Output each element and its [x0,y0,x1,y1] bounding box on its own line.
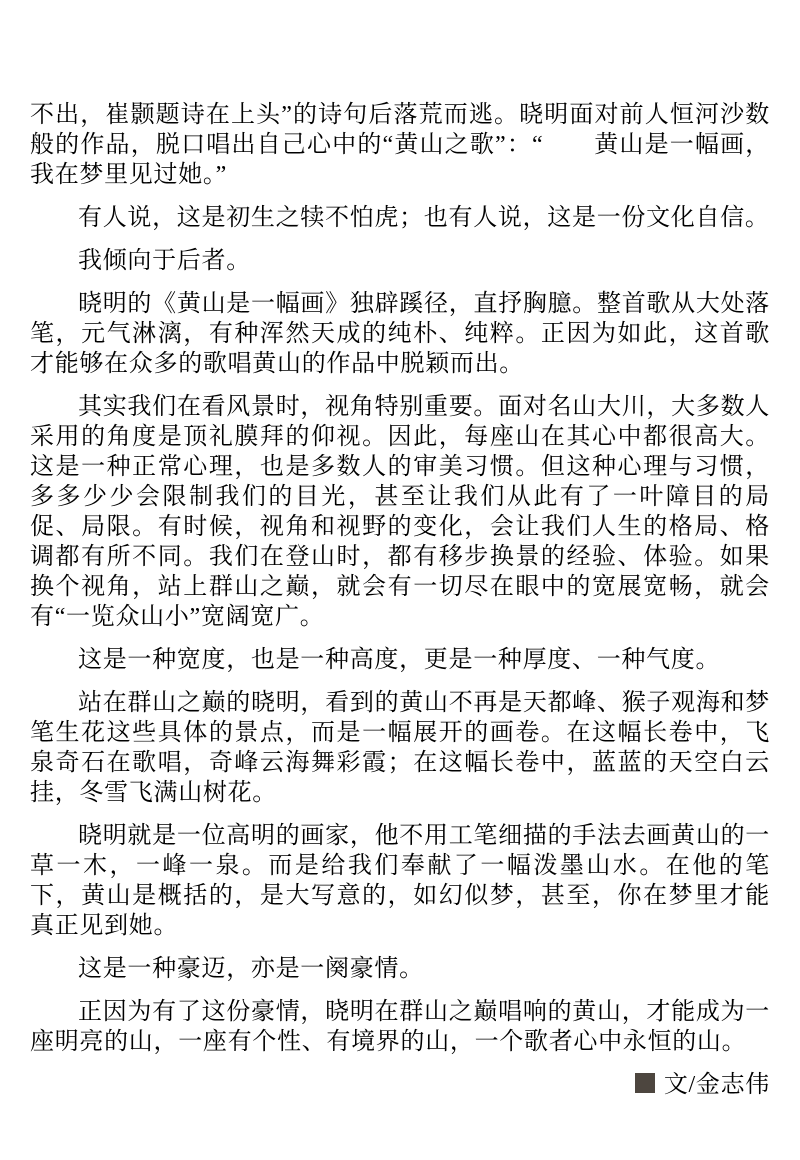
byline-author: 文/金志伟 [663,1072,770,1098]
paragraph: 晓明的《黄山是一幅画》独辟蹊径，直抒胸臆。整首歌从大处落笔，元气淋漓，有种浑然天成的纯朴、纯粹。正因为如此，这首歌才能够在众多的歌唱黄山的作品中脱颖而出。 [30,291,770,377]
paragraph: 这是一种豪迈，亦是一阕豪情。 [78,956,424,982]
paragraph: 晓明就是一位高明的画家，他不用工笔细描的手法去画黄山的一草一木，一峰一泉。而是给我们奉献了一幅泼墨山水。在他的笔下，黄山是概括的，是大写意的，如幻似梦，甚至，你在梦里才能真正见到她。 [30,823,770,939]
paragraph: 这是一种宽度，也是一种高度，更是一种厚度、一种气度。 [78,647,721,673]
square-bullet-icon [635,1073,655,1093]
paragraph: 其实我们在看风景时，视角特别重要。面对名山大川，大多数人采用的角度是顶礼膜拜的仰视。因此，每座山在其心中都很高大。这是一种正常心理，也是多数人的审美习惯。但这种心理与习惯，多多少少会限制我们的目光，甚至让我们从此有了一叶障目的局促、局限。有时候，视角和视野的变化，会让我们人生的格局、格调都有所不同。我们在登山时，都有移步换景的经验、体验。如果换个视角，站上群山之巅，就会有一切尽在眼中的宽展宽畅，就会有“一览众山小”宽阔宽广。 [30,394,770,630]
article-body [30,100,770,1057]
paragraph: 站在群山之巅的晓明，看到的黄山不再是天都峰、猴子观海和梦笔生花这些具体的景点，而是一幅展开的画卷。在这幅长卷中，飞泉奇石在歌唱，奇峰云海舞彩霞；在这幅长卷中，蓝蓝的天空白云挂，冬雪飞满山树花。 [30,690,770,806]
paragraph: 正因为有了这份豪情，晓明在群山之巅唱响的黄山，才能成为一座明亮的山，一座有个性、有境界的山，一个歌者心中永恒的山。 [30,999,770,1055]
paragraph: 不出，崔颢题诗在上头”的诗句后落荒而逃。晓明面对前人恒河沙数般的作品，脱口唱出自己心中的“黄山之歌”：“ 黄山是一幅画，我在梦里见过她。” [30,102,770,188]
paragraph: 我倾向于后者。 [78,248,251,274]
byline [30,1070,770,1100]
paragraph: 有人说，这是初生之犊不怕虎；也有人说，这是一份文化自信。 [78,205,770,231]
